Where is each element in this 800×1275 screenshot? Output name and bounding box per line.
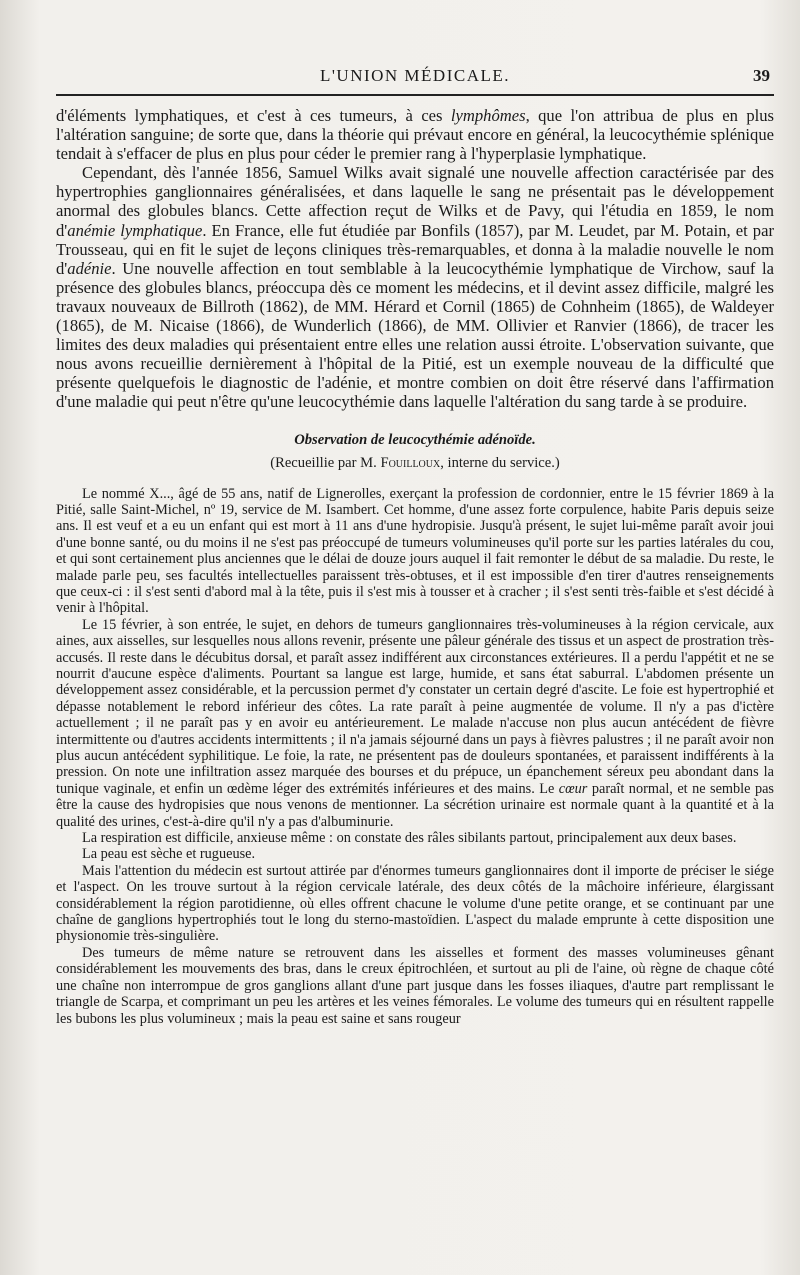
- intro-section: [56, 106, 774, 412]
- observation-body: [56, 486, 774, 1027]
- observation-title: Observation de leucocythémie adénoïde.: [294, 431, 536, 448]
- page-number: 39: [753, 66, 770, 85]
- body-paragraph-1: Le nommé X..., âgé de 55 ans, natif de Lignerolles, exerçant la profession de cordonnier, entre le 15 février 1869 à la Pitié, salle Saint-Michel, nº 19, service de M. Isambert. Cet homme, d'une assez forte corpulence, habite Paris depuis seize ans. Il est veuf et a eu un enfant qui est mort à 11 ans d'une hydropisie. Jusqu'à présent, le sujet lui-même paraît avoir joui d'une bonne santé, ou du moins il ne s'est pas préoccupé de tumeurs volumineuses qu'il porte sur les parties latérales du cou, et qui sont certainement plus anciennes que le délai de douze jours auquel il fait remonter le début de sa maladie. Du reste, le malade parle peu, ses facultés intellectuelles paraissent très-obtuses, et il est impossible d'en tirer d'autres renseignements que ceux-ci : il s'est senti d'abord mal à la tête, puis il s'est mis à tousser et à cracher ; il s'est senti très-faible et s'est décidé à venir à l'hôpital.: [56, 485, 774, 617]
- body-paragraph-4: La peau est sèche et rugueuse.: [82, 846, 256, 863]
- intro-paragraph-2: Cependant, dès l'année 1856, Samuel Wilks avait signalé une nouvelle affection caractérisée par des hypertrophies ganglionnaires généralisées, et dans laquelle le sang ne présentait pas le développement anormal des globules blancs. Cette affection reçut de Wilks et de Pavy, qui l'étudia en 1859, le nom d'anémie lymphatique. En France, elle fut étudiée par Bonfils (1857), par M. Leudet, par M. Potain, et par Trousseau, qui en fit le sujet de leçons cliniques très-remarquables, et donna à la maladie nouvelle le nom d'adénie. Une nouvelle affection en tout semblable à la leucocythémie lymphatique de Virchow, sauf la présence des globules blancs, préoccupa dès ce moment les médecins, et il devint assez difficile, malgré les travaux nouveaux de Billroth (1862), de MM. Hérard et Cornil (1865) de Cohnheim (1865), de Waldeyer (1865), de M. Nicaise (1866), de Wunderlich (1866), de MM. Ollivier et Ranvier (1866), de tracer les limites des deux maladies qui présentaient entre elles une relation aussi étroite. L'observation suivante, que nous avons recueillie dernièrement à l'hôpital de la Pitié, est un exemple nouveau de la difficulté que présente quelquefois le diagnostic de l'adénie, et montre combien on doit être réservé dans l'affirmation d'une maladie qui peut n'être qu'une leucocythémie dans laquelle l'altération du sang tarde à se produire.: [56, 163, 774, 412]
- body-paragraph-5: Mais l'attention du médecin est surtout attirée par d'énormes tumeurs ganglionnaires dont il importe de préciser le siége et l'aspect. On les trouve surtout à la région cervicale latérale, des deux côtés de la mâchoire inférieure, élargissant considérablement la région parotidienne, où elles offrent chacune le volume d'une petite orange, et se continuant par une chaîne de ganglions hypertrophiés tout le long du sterno-mastoïdien. L'aspect du malade emprunte à cette disposition une physionomie très-singulière.: [56, 862, 774, 945]
- body-paragraph-6: Des tumeurs de même nature se retrouvent dans les aisselles et forment des masses volumineuses gênant considérablement les mouvements des bras, dans le creux épitrochléen, et surtout au pli de l'aine, où règne de chaque côté une chaîne non interrompue de gros ganglions allant d'une part jusque dans les fosses iliaques, d'autre part remplissant le triangle de Scarpa, et comprimant un peu les artères et les veines fémorales. Le volume des tumeurs qui en résultent rappelle les bubons les plus volumineux ; mais la peau est saine et sans rougeur: [56, 944, 774, 1027]
- observation-subtitle: (Recueillie par M. Fouilloux, interne du service.): [270, 454, 560, 471]
- body-paragraph-3: La respiration est difficile, anxieuse même : on constate des râles sibilants partout, principalement aux deux bases.: [82, 830, 737, 847]
- journal-title: L'UNION MÉDICALE.: [319, 66, 511, 85]
- intro-paragraph-1: d'éléments lymphatiques, et c'est à ces tumeurs, à ces lymphômes, que l'on attribua de plus en plus l'altération sanguine; de sorte que, dans la théorie qui prévaut encore en général, la leucocythémie splénique tendait à s'effacer de plus en plus pour céder le premier rang à l'hyperplasie lymphatique.: [56, 106, 774, 164]
- author-name: Fouilloux: [380, 454, 441, 471]
- body-paragraph-2: Le 15 février, à son entrée, le sujet, en dehors de tumeurs ganglionnaires très-volumineuses à la région cervicale, aux aines, aux aisselles, sur lesquelles nous allons revenir, présente une pâleur générale des tissus et un aspect de prostration très-accusés. Il reste dans le décubitus dorsal, et paraît assez indifférent aux circonstances extérieures. Il a perdu l'appétit et ne se nourrit d'aucune espèce d'aliments. Pourtant sa langue est large, humide, et sans état saburral. L'abdomen présente un développement assez considérable, et la percussion permet d'y constater un certain degré d'ascite. Le foie est hypertrophié et dépasse notablement le rebord inférieur des côtes. La rate paraît à peine augmentée de volume. Il n'y a pas d'ictère actuellement ; il ne paraît pas y en avoir eu antérieurement. Le malade n'accuse non plus aucun antécédent de fièvre intermittente ou d'autres accidents intermittents ; il n'a jamais séjourné dans un pays à fièvres palustres ; il ne paraît avoir non plus aucun antécédent syphilitique. Le foie, la rate, ne présentent pas de douleurs spontanées, et paraissent indifférents à la pression. On note une infiltration assez marquée des bourses et du prépuce, un épanchement séreux peu abondant dans la tunique vaginale, et enfin un œdème léger des extrémités inférieures et des mains. Le cœur paraît normal, et ne semble pas être la cause des hydropisies que nous venons de mentionner. La sécrétion urinaire est normale quant à la quantité et à la qualité des urines, c'est-à-dire qu'il n'y a pas d'albuminurie.: [56, 616, 774, 830]
- running-header: [56, 60, 774, 96]
